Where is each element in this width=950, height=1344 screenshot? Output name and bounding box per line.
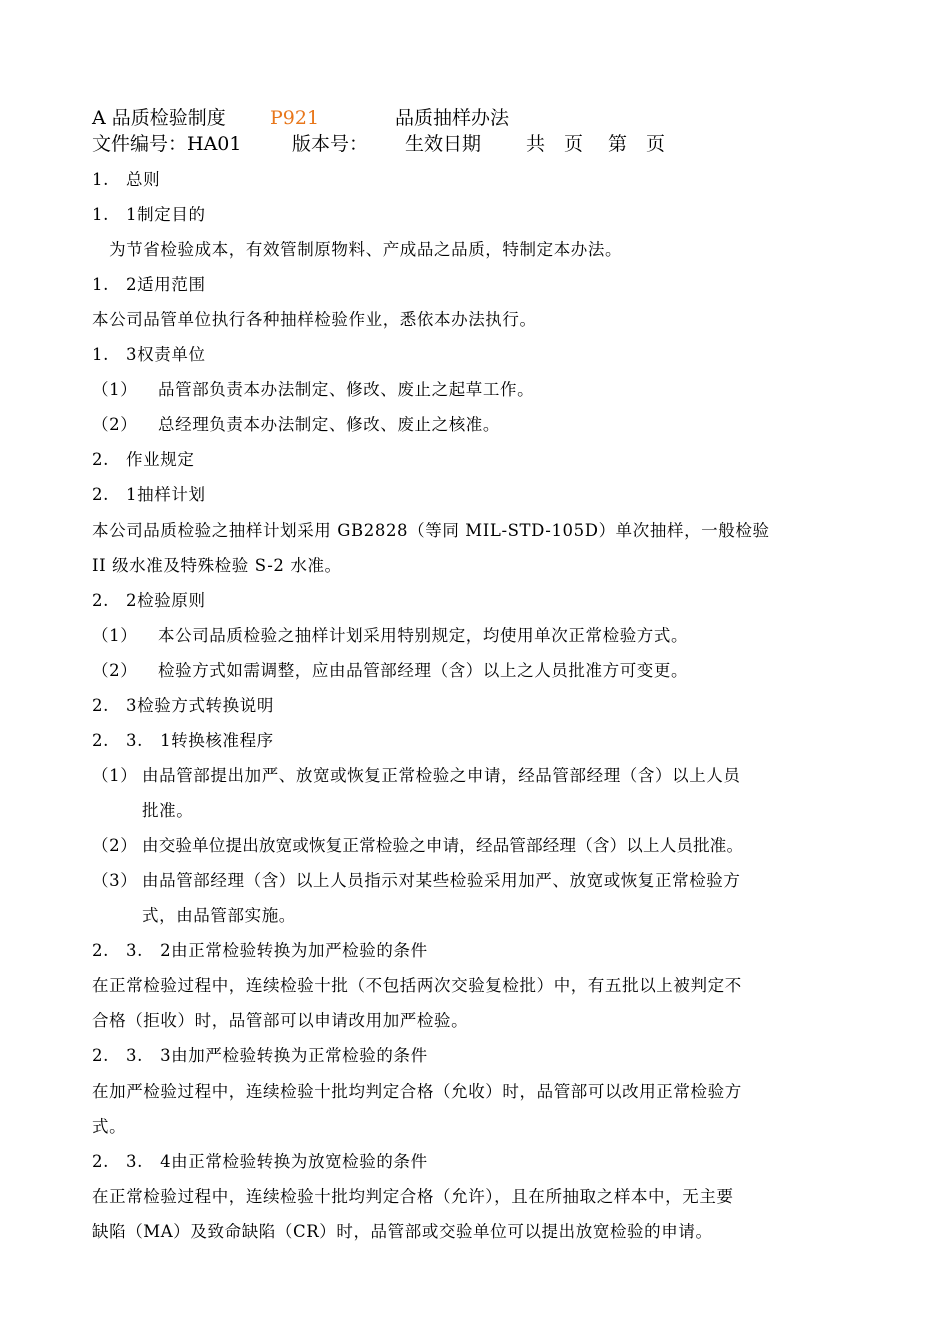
paragraph: 本公司品质检验之抽样计划采用 GB2828（等同 MIL-STD-105D）单次抽样，一般检验 — [92, 521, 770, 540]
subsection-heading: 2. 3检验方式转换说明 — [92, 696, 274, 715]
list-item-text: 由品管部提出加严、放宽或恢复正常检验之申请，经品管部经理（含）以上人员 — [142, 766, 741, 785]
list-item-label: （3） — [92, 871, 138, 890]
subsection-heading: 2. 3. 4由正常检验转换为放宽检验的条件 — [92, 1152, 428, 1171]
doc-code: P921 — [270, 107, 320, 129]
list-item — [92, 618, 828, 653]
list-item-continuation: 批准。 — [142, 801, 194, 820]
paragraph: 在加严检验过程中，连续检验十批均判定合格（允收）时，品管部可以改用正常检验方 — [92, 1082, 742, 1101]
list-item-label: （1） — [92, 380, 138, 399]
paragraph: 为节省检验成本，有效管制原物料、产成品之品质，特制定本办法。 — [92, 240, 623, 259]
list-item — [92, 653, 828, 688]
list-item-label: （2） — [92, 661, 138, 680]
list-item — [92, 407, 828, 442]
section-heading: 2. 作业规定 — [92, 450, 195, 469]
subsection-heading: 2. 2检验原则 — [92, 591, 206, 610]
list-item — [92, 863, 828, 898]
paragraph: 合格（拒收）时，品管部可以申请改用加严检验。 — [92, 1011, 469, 1030]
list-item-text: 由交验单位提出放宽或恢复正常检验之申请，经品管部经理（含）以上人员批准。 — [142, 836, 744, 855]
subsection-heading: 2. 3. 1转换核准程序 — [92, 731, 274, 750]
paragraph: II 级水准及特殊检验 S-2 水准。 — [92, 556, 342, 575]
list-item — [92, 758, 828, 793]
list-item-text: 由品管部经理（含）以上人员指示对某些检验采用加严、放宽或恢复正常检验方 — [142, 871, 741, 890]
list-item-continuation: 式，由品管部实施。 — [142, 906, 296, 925]
list-item-label: （1） — [92, 766, 138, 785]
list-item-label: （1） — [92, 626, 138, 645]
list-item-text: 检验方式如需调整，应由品管部经理（含）以上之人员批准方可变更。 — [158, 661, 689, 680]
doc-title: 品质抽样办法 — [395, 107, 510, 129]
list-item-text: 本公司品质检验之抽样计划采用特别规定，均使用单次正常检验方式。 — [158, 626, 689, 645]
subsection-heading: 1. 2适用范围 — [92, 275, 206, 294]
list-item-label: （2） — [92, 836, 138, 855]
subsection-heading: 2. 3. 2由正常检验转换为加严检验的条件 — [92, 941, 428, 960]
subsection-heading: 1. 3权责单位 — [92, 345, 206, 364]
list-item-text: 总经理负责本办法制定、修改、废止之核准。 — [158, 415, 500, 434]
section-heading: 1. 总则 — [92, 170, 161, 189]
file-number: 文件编号：HA01 — [92, 133, 242, 155]
list-item-label: （2） — [92, 415, 138, 434]
paragraph: 在正常检验过程中，连续检验十批均判定合格（允许），且在所抽取之样本中，无主要 — [92, 1187, 734, 1206]
list-item — [92, 828, 828, 863]
list-item — [92, 372, 828, 407]
paragraph: 缺陷（MA）及致命缺陷（CR）时，品管部或交验单位可以提出放宽检验的申请。 — [92, 1222, 713, 1241]
list-item-text: 品管部负责本办法制定、修改、废止之起草工作。 — [158, 380, 535, 399]
subsection-heading: 2. 3. 3由加严检验转换为正常检验的条件 — [92, 1046, 428, 1065]
paragraph: 在正常检验过程中，连续检验十批（不包括两次交验复检批）中，有五批以上被判定不 — [92, 976, 742, 995]
doc-category: A 品质检验制度 — [92, 107, 226, 129]
page-number: 第 页 — [608, 133, 666, 155]
paragraph: 本公司品管单位执行各种抽样检验作业，悉依本办法执行。 — [92, 310, 537, 329]
version-number: 版本号： — [292, 133, 369, 155]
effective-date: 生效日期 — [405, 133, 482, 155]
total-pages: 共 页 — [526, 133, 584, 155]
subsection-heading: 2. 1抽样计划 — [92, 485, 206, 504]
subsection-heading: 1. 1制定目的 — [92, 205, 206, 224]
paragraph: 式。 — [92, 1117, 127, 1136]
